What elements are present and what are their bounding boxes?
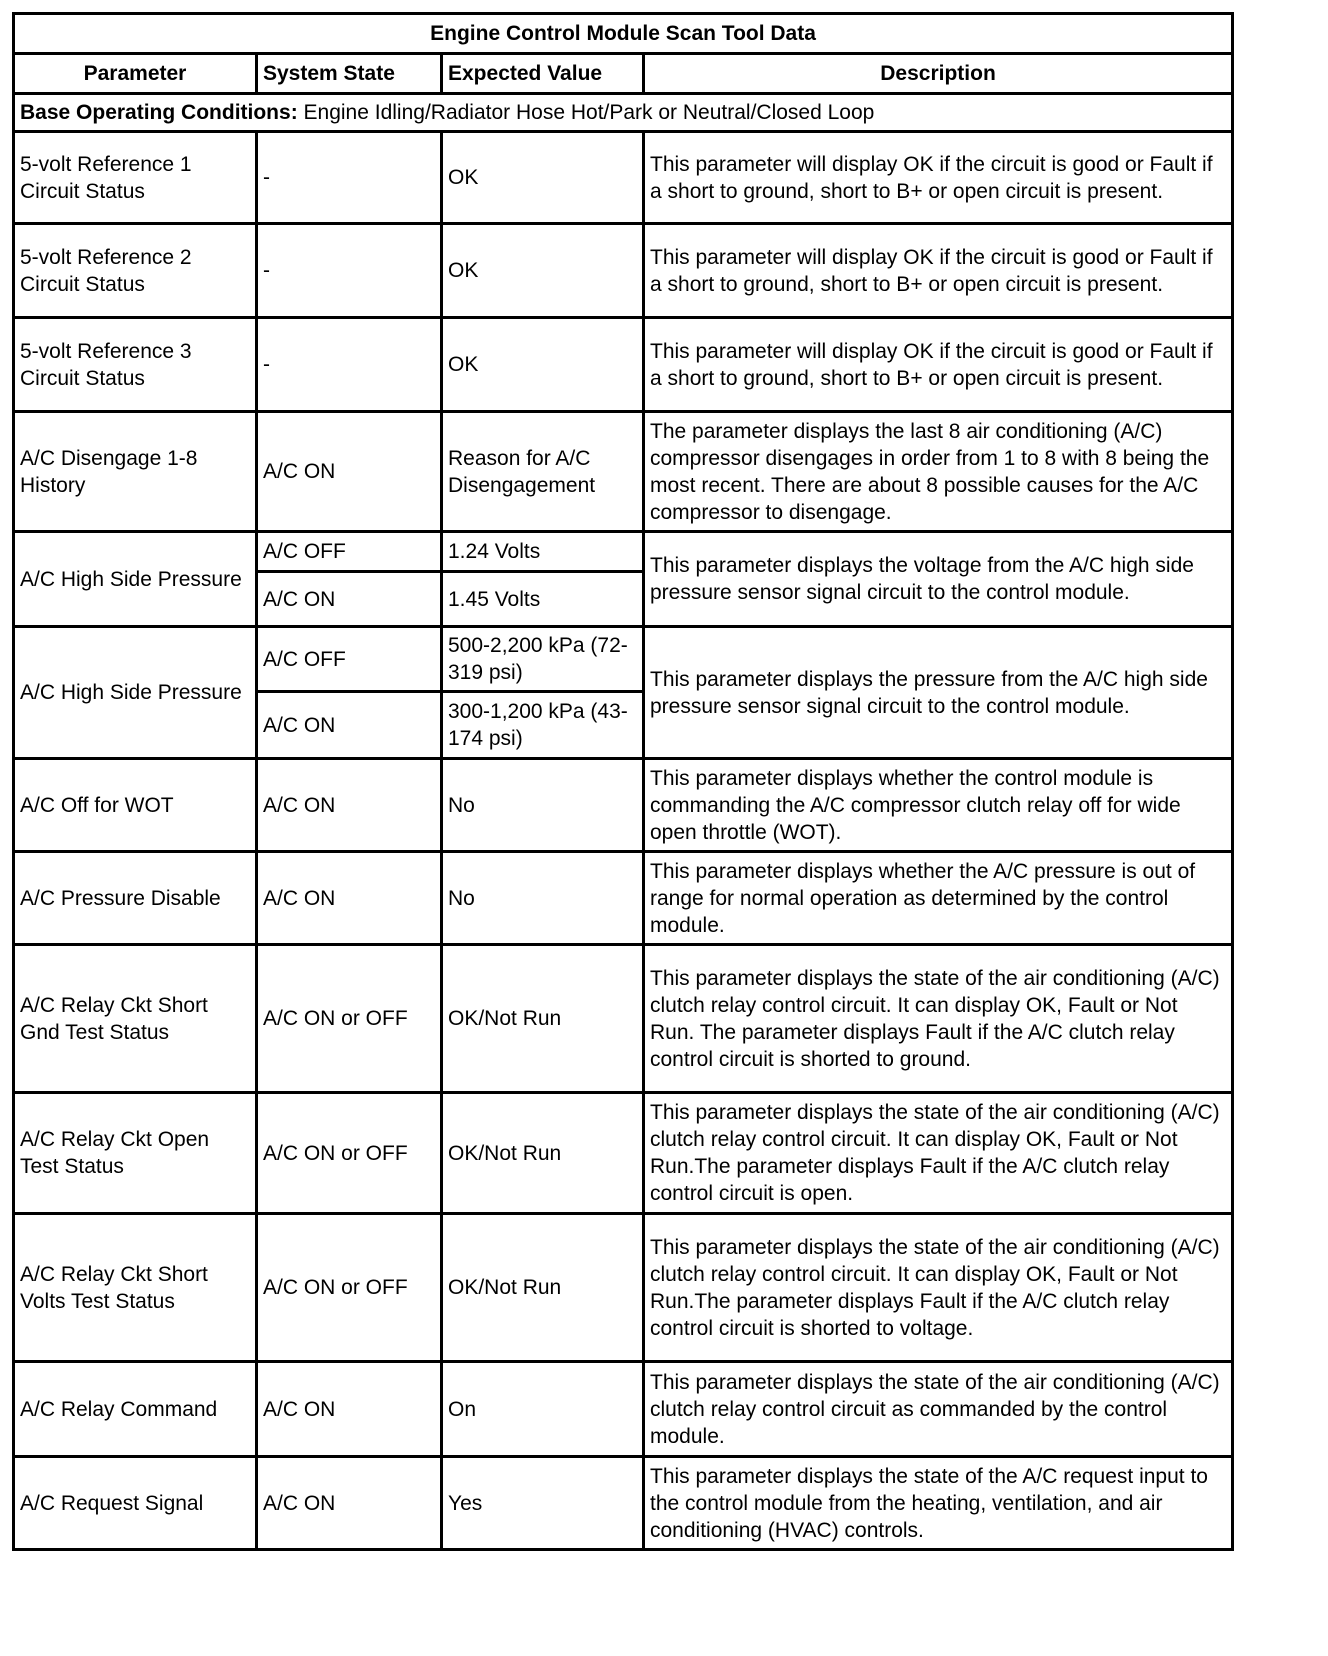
expected-value-cell: No bbox=[442, 852, 644, 945]
expected-value-cell: No bbox=[442, 759, 644, 852]
description-cell: This parameter displays the state of the air conditioning (A/C) clutch relay control circuit as commanded by the control module. bbox=[644, 1362, 1233, 1457]
table-row bbox=[14, 1214, 1233, 1362]
system-state-cell: A/C ON bbox=[257, 852, 442, 945]
table-row bbox=[14, 1093, 1233, 1214]
system-state-cell: A/C OFF bbox=[257, 627, 442, 692]
table-title: Engine Control Module Scan Tool Data bbox=[14, 14, 1233, 54]
description-cell: This parameter displays the state of the air conditioning (A/C) clutch relay control circuit. It can display OK, Fault or Not Run.The parameter displays Fault if the A/C clutch relay control circuit is shorted to voltage. bbox=[644, 1214, 1233, 1362]
header-system-state: System State bbox=[257, 54, 442, 94]
expected-value-cell: OK bbox=[442, 132, 644, 224]
system-state-cell: A/C ON or OFF bbox=[257, 945, 442, 1093]
expected-value-cell: 300-1,200 kPa (43-174 psi) bbox=[442, 692, 644, 759]
system-state-cell: A/C ON bbox=[257, 412, 442, 532]
expected-value-cell: On bbox=[442, 1362, 644, 1457]
table-row bbox=[14, 1362, 1233, 1457]
description-cell: This parameter displays the state of the A/C request input to the control module from the heating, ventilation, and air conditioning (HVAC) controls. bbox=[644, 1457, 1233, 1550]
description-cell: This parameter displays the state of the air conditioning (A/C) clutch relay control circuit. It can display OK, Fault or Not Run. The parameter displays Fault if the A/C clutch relay control circuit is shorted to ground. bbox=[644, 945, 1233, 1093]
expected-value-cell: OK bbox=[442, 224, 644, 318]
expected-value-cell: OK/Not Run bbox=[442, 1214, 644, 1362]
table-row bbox=[14, 412, 1233, 532]
base-operating-conditions bbox=[14, 94, 1233, 132]
table-row bbox=[14, 318, 1233, 412]
system-state-cell: A/C ON bbox=[257, 1457, 442, 1550]
expected-value-cell: 1.24 Volts bbox=[442, 532, 644, 572]
parameter-cell: A/C High Side Pressure bbox=[14, 532, 257, 627]
expected-value-cell: Reason for A/C Disengagement bbox=[442, 412, 644, 532]
parameter-cell: A/C Request Signal bbox=[14, 1457, 257, 1550]
parameter-cell: A/C Relay Ckt Short Volts Test Status bbox=[14, 1214, 257, 1362]
parameter-cell: A/C Relay Ckt Short Gnd Test Status bbox=[14, 945, 257, 1093]
table-row bbox=[14, 945, 1233, 1093]
header-expected-value: Expected Value bbox=[442, 54, 644, 94]
base-text: Engine Idling/Radiator Hose Hot/Park or Neutral/Closed Loop bbox=[297, 101, 875, 124]
description-cell: This parameter will display OK if the circuit is good or Fault if a short to ground, short to B+ or open circuit is present. bbox=[644, 132, 1233, 224]
table-row bbox=[14, 224, 1233, 318]
header-description: Description bbox=[644, 54, 1233, 94]
description-cell: This parameter displays the pressure from the A/C high side pressure sensor signal circuit to the control module. bbox=[644, 627, 1233, 759]
system-state-cell: A/C ON bbox=[257, 1362, 442, 1457]
description-cell: This parameter displays the state of the air conditioning (A/C) clutch relay control circuit. It can display OK, Fault or Not Run.The parameter displays Fault if the A/C clutch relay control circuit is open. bbox=[644, 1093, 1233, 1214]
scan-tool-data-table bbox=[12, 12, 1234, 1551]
table-row bbox=[14, 627, 1233, 692]
system-state-cell: A/C ON or OFF bbox=[257, 1214, 442, 1362]
parameter-cell: A/C Disengage 1-8 History bbox=[14, 412, 257, 532]
parameter-cell: 5-volt Reference 1 Circuit Status bbox=[14, 132, 257, 224]
parameter-cell: A/C High Side Pressure bbox=[14, 627, 257, 759]
parameter-cell: A/C Off for WOT bbox=[14, 759, 257, 852]
parameter-cell: 5-volt Reference 3 Circuit Status bbox=[14, 318, 257, 412]
parameter-cell: A/C Relay Command bbox=[14, 1362, 257, 1457]
table-row bbox=[14, 852, 1233, 945]
description-cell: This parameter will display OK if the circuit is good or Fault if a short to ground, short to B+ or open circuit is present. bbox=[644, 224, 1233, 318]
table-row bbox=[14, 132, 1233, 224]
table-row bbox=[14, 1457, 1233, 1550]
system-state-cell: - bbox=[257, 224, 442, 318]
expected-value-cell: OK/Not Run bbox=[442, 1093, 644, 1214]
table-row bbox=[14, 759, 1233, 852]
description-cell: This parameter will display OK if the circuit is good or Fault if a short to ground, short to B+ or open circuit is present. bbox=[644, 318, 1233, 412]
header-parameter: Parameter bbox=[14, 54, 257, 94]
description-cell: This parameter displays whether the control module is commanding the A/C compressor clutch relay off for wide open throttle (WOT). bbox=[644, 759, 1233, 852]
system-state-cell: A/C OFF bbox=[257, 532, 442, 572]
expected-value-cell: 500-2,200 kPa (72-319 psi) bbox=[442, 627, 644, 692]
expected-value-cell: Yes bbox=[442, 1457, 644, 1550]
description-cell: This parameter displays the voltage from the A/C high side pressure sensor signal circuit to the control module. bbox=[644, 532, 1233, 627]
base-label: Base Operating Conditions: bbox=[20, 101, 298, 124]
table-row bbox=[14, 532, 1233, 572]
parameter-cell: A/C Pressure Disable bbox=[14, 852, 257, 945]
system-state-cell: - bbox=[257, 318, 442, 412]
system-state-cell: A/C ON bbox=[257, 692, 442, 759]
system-state-cell: A/C ON bbox=[257, 572, 442, 627]
expected-value-cell: OK/Not Run bbox=[442, 945, 644, 1093]
expected-value-cell: 1.45 Volts bbox=[442, 572, 644, 627]
parameter-cell: A/C Relay Ckt Open Test Status bbox=[14, 1093, 257, 1214]
parameter-cell: 5-volt Reference 2 Circuit Status bbox=[14, 224, 257, 318]
description-cell: The parameter displays the last 8 air conditioning (A/C) compressor disengages in order from 1 to 8 with 8 being the most recent. There are about 8 possible causes for the A/C compressor to disengage. bbox=[644, 412, 1233, 532]
system-state-cell: - bbox=[257, 132, 442, 224]
description-cell: This parameter displays whether the A/C pressure is out of range for normal operation as determined by the control module. bbox=[644, 852, 1233, 945]
system-state-cell: A/C ON or OFF bbox=[257, 1093, 442, 1214]
expected-value-cell: OK bbox=[442, 318, 644, 412]
system-state-cell: A/C ON bbox=[257, 759, 442, 852]
